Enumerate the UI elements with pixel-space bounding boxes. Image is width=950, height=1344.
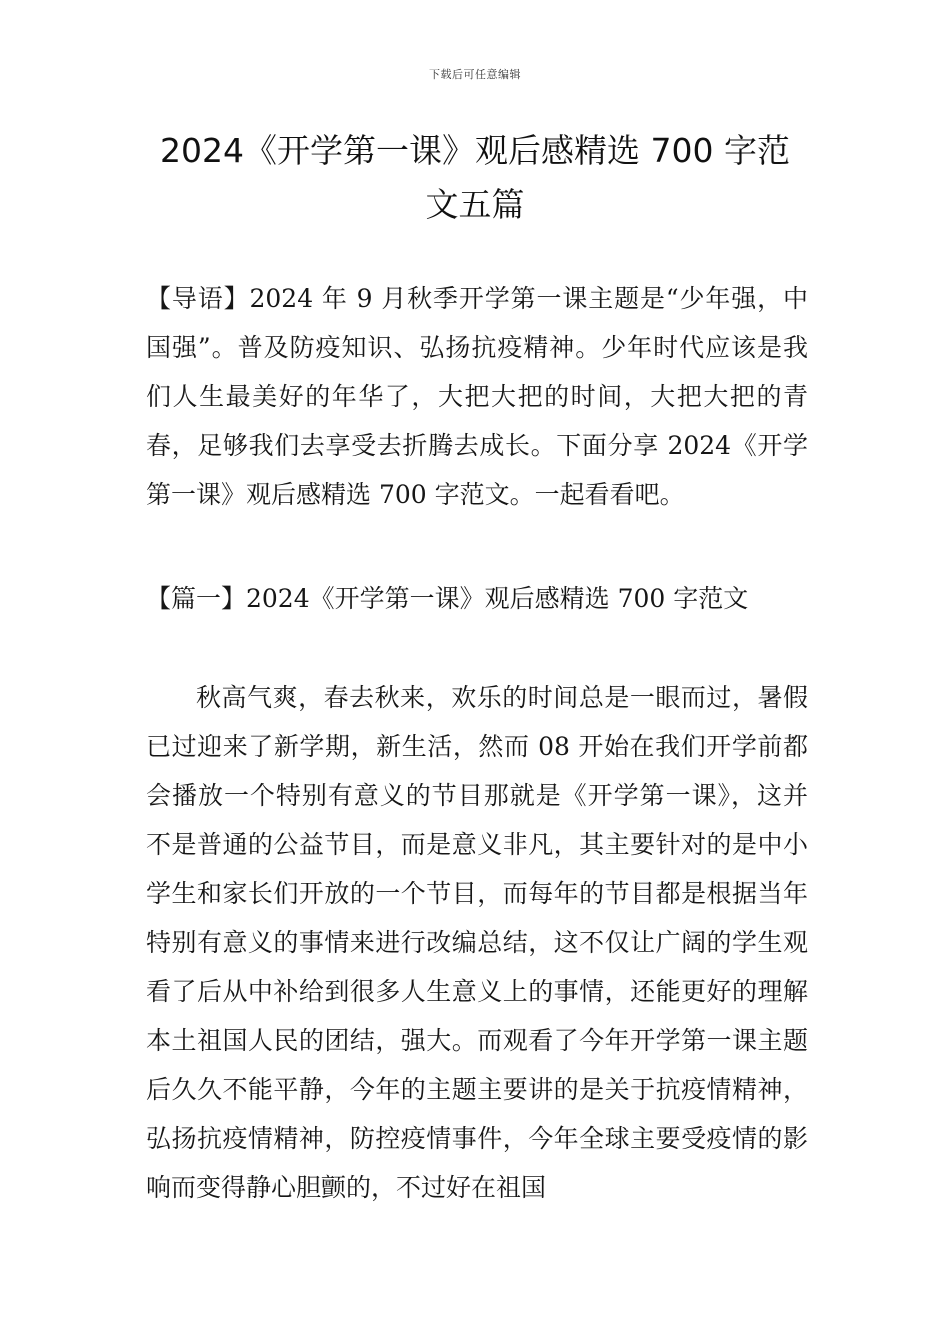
document-title: 2024《开学第一课》观后感精选 700 字范文五篇: [160, 131, 790, 224]
article-paragraph: 秋高气爽，春去秋来，欢乐的时间总是一眼而过，暑假已过迎来了新学期，新生活，然而 08 开始在我们开学前都会播放一个特别有意义的节目那就是《开学第一课》，这并不是普通的公益节目，而是意义非凡，其主要针对的是中小学生和家长们开放的一个节目，而每年的节目都是根据当年特别有意义的事情来进行改编总结，这不仅让广阔的学生观看了后从中补给到很多人生意义上的事情，还能更好的理解本土祖国人民的团结，强大。而观看了今年开学第一课主题后久久不能平静，今年的主题主要讲的是关于抗疫情精神，弘扬抗疫情精神，防控疫情事件，今年全球主要受疫情的影响而变得静心胆颤的，不过好在祖国: [146, 683, 808, 1202]
header-note: 下载后可任意编辑: [429, 68, 521, 81]
section-heading: 【篇一】2024《开学第一课》观后感精选 700 字范文: [146, 584, 749, 613]
intro-paragraph: 【导语】2024 年 9 月秋季开学第一课主题是“少年强，中国强”。普及防疫知识、弘扬抗疫精神。少年时代应该是我们人生最美好的年华了，大把大把的时间，大把大把的青春，足够我们去享受去折腾去成长。下面分享 2024《开学第一课》观后感精选 700 字范文。一起看看吧。: [146, 284, 808, 509]
